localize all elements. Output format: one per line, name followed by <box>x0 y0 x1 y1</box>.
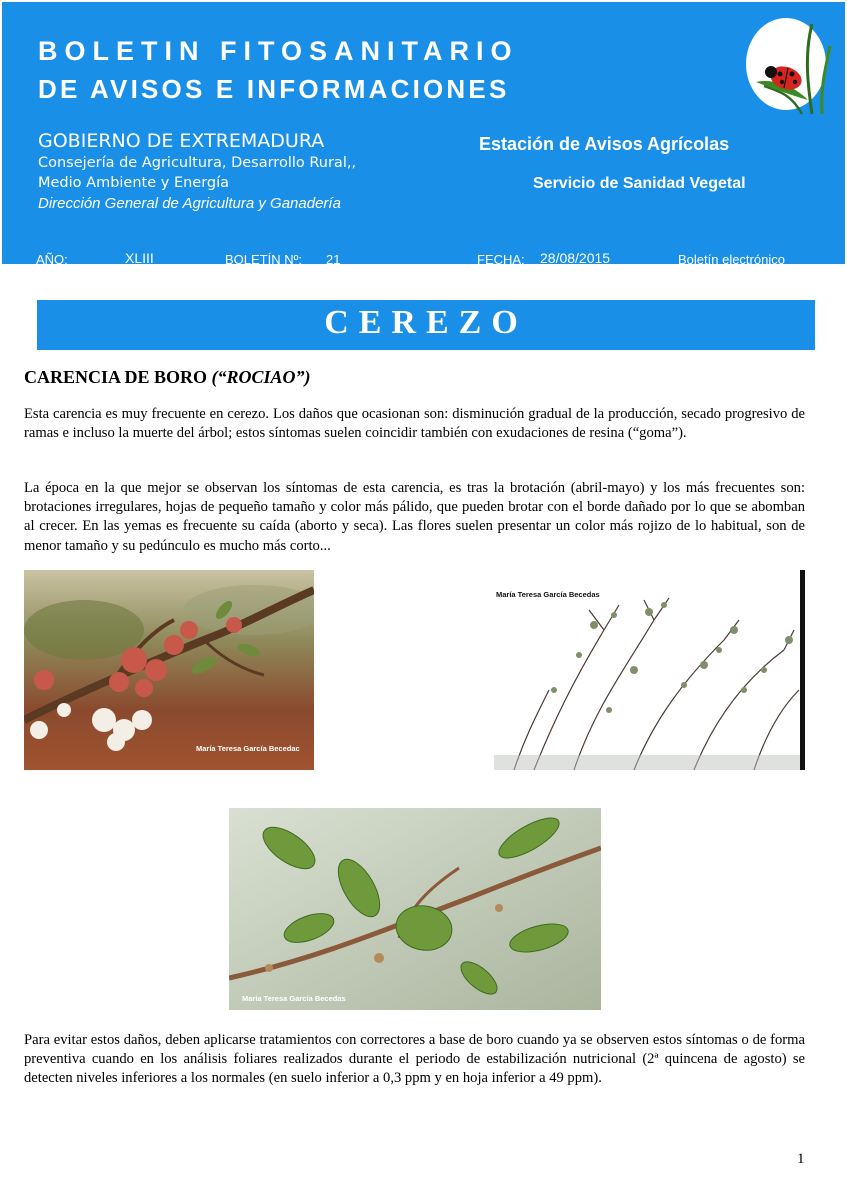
date-value: 28/08/2015 <box>540 250 611 266</box>
bulletin-number-value: 21 <box>326 252 341 267</box>
paragraph-3: Para evitar estos daños, deben aplicarse tratamientos con correctores a base de boro cuando ya se observen estos síntomas o de forma preventiva cuando en los análisis foliares realizados durante el periodo de estabilización nutricional (2ª quincena de agosto) se detecten niveles inferiores a los normales (en suelo inferior a 0,3 ppm y en hoja inferior a 49 ppm). <box>24 1032 805 1087</box>
photo3-credit: María Teresa García Becedas <box>242 994 346 1003</box>
bulletin-header <box>2 2 845 267</box>
page-number: 1 <box>797 1151 805 1167</box>
paragraph-1: Esta carencia es muy frecuente en cerezo. Los daños que ocasionan son: disminución gradual de la producción, secado progresivo de ramas e incluso la muerte del árbol; estos síntomas suelen coincidir también con exudaciones de resina (“goma”). <box>24 406 805 442</box>
bulletin-title-line2: DE AVISOS E INFORMACIONES <box>38 74 510 104</box>
station-name: Estación de Avisos Agrícolas <box>479 134 730 154</box>
edition-label: Boletín electrónico <box>678 252 785 267</box>
year-label: AÑO: <box>36 252 68 267</box>
section-title: CEREZO <box>324 304 528 341</box>
ministry-line1: Consejería de Agricultura, Desarrollo Rural,, <box>38 155 357 171</box>
service-name: Servicio de Sanidad Vegetal <box>533 175 746 192</box>
photo-cherry-blossoms <box>24 570 314 770</box>
photo1-credit: María Teresa García Becedac <box>196 744 300 753</box>
bulletin-title-line1: BOLETIN FITOSANITARIO <box>38 36 519 66</box>
year-value: XLIII <box>125 250 154 266</box>
ministry-line2: Medio Ambiente y Energía <box>38 175 230 191</box>
directorate-name: Dirección General de Agricultura y Ganadería <box>38 195 341 212</box>
paragraph-2: La época en la que mejor se observan los síntomas de esta carencia, es tras la brotación (abril-mayo) y los más frecuentes son: brotaciones irregulares, hojas de pequeño tamaño y color más pálido, que pueden brotar con el borde dañado por lo que se abomban al crecer. En las yemas es frecuente su caída (aborto y seca). Las flores suelen presentar un color más rojizo de lo habitual, son de menor tamaño y su pedúnculo es mucho más corto... <box>24 480 805 554</box>
ladybug-logo-icon <box>742 16 834 116</box>
article-heading-italic: (“ROCIAO”) <box>211 367 311 387</box>
date-label: FECHA: <box>477 252 525 267</box>
photo2-credit: María Teresa García Becedas <box>496 590 600 599</box>
article-heading-main: CARENCIA DE BORO <box>24 367 212 387</box>
photo-cherry-tree-branches <box>494 570 805 770</box>
photo-cherry-leaves <box>229 808 601 1010</box>
article-heading <box>24 367 311 388</box>
section-title-bar <box>37 300 815 350</box>
government-name: GOBIERNO DE EXTREMADURA <box>38 130 325 152</box>
bulletin-number-label: BOLETÍN Nº: <box>225 252 302 267</box>
